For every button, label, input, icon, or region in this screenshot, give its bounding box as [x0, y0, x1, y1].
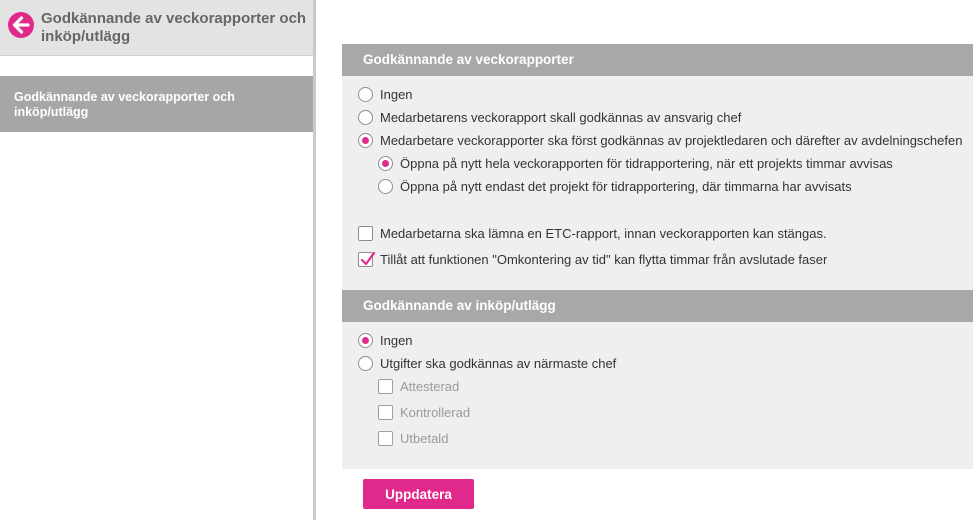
checkbox[interactable] — [378, 379, 393, 394]
update-button[interactable]: Uppdatera — [363, 479, 474, 509]
radio-label: Ingen — [380, 86, 413, 102]
radio-sub-option-reopen-project[interactable] — [378, 177, 852, 195]
checkbox-label: Attesterad — [400, 378, 460, 394]
radio-label: Utgifter ska godkännas av närmaste chef — [380, 355, 617, 371]
section-body-purchases — [342, 322, 973, 469]
checkbox[interactable] — [358, 252, 373, 267]
section-title: Godkännande av veckorapporter — [363, 52, 574, 67]
radio-option-manager[interactable] — [358, 108, 741, 126]
radio-option-nearest-manager[interactable] — [358, 354, 616, 372]
checkbox-label: Utbetald — [400, 430, 449, 446]
checkbox[interactable] — [378, 405, 393, 420]
checkbox-etc-report[interactable] — [358, 224, 827, 242]
sidebar-header — [0, 0, 313, 56]
sidebar-item-approvals[interactable]: Godkännande av veckorapporter och inköp/utlägg — [0, 76, 313, 132]
radio-option-project-leader[interactable] — [358, 131, 962, 149]
radio-button[interactable] — [358, 356, 373, 371]
checkbox-attested[interactable] — [378, 377, 459, 395]
radio-label: Öppna på nytt endast det projekt för tidrapportering, där timmarna har avvisats — [400, 178, 852, 194]
radio-button[interactable] — [358, 110, 373, 125]
checkbox-label: Kontrollerad — [400, 404, 471, 420]
back-button[interactable] — [8, 12, 34, 38]
radio-button[interactable] — [358, 333, 373, 348]
radio-option-none[interactable] — [358, 331, 413, 349]
section-body-weekly-reports — [342, 76, 973, 290]
radio-label: Öppna på nytt hela veckorapporten för tidrapportering, när ett projekts timmar avvisas — [400, 155, 893, 171]
radio-button[interactable] — [378, 156, 393, 171]
section-header-purchases — [342, 290, 973, 322]
main-content — [342, 44, 973, 469]
radio-label: Ingen — [380, 332, 413, 348]
radio-label: Medarbetarens veckorapport skall godkännas av ansvarig chef — [380, 109, 742, 125]
radio-sub-option-reopen-whole[interactable] — [378, 154, 893, 172]
checkbox-label: Tillåt att funktionen "Omkontering av tid" kan flytta timmar från avslutade faser — [380, 251, 828, 267]
radio-button[interactable] — [378, 179, 393, 194]
section-header-weekly-reports — [342, 44, 973, 76]
checkbox-paid-out[interactable] — [378, 429, 448, 447]
checkbox[interactable] — [378, 431, 393, 446]
arrow-left-icon — [12, 16, 30, 34]
radio-option-none[interactable] — [358, 85, 413, 103]
checkbox-rebooking[interactable] — [358, 250, 827, 268]
checkmark-icon — [359, 250, 376, 268]
checkbox-controlled[interactable] — [378, 403, 470, 421]
radio-button[interactable] — [358, 87, 373, 102]
checkbox[interactable] — [358, 226, 373, 241]
sidebar-title: Godkännande av veckorapporter och inköp/utlägg — [41, 10, 307, 45]
checkbox-label: Medarbetarna ska lämna en ETC-rapport, innan veckorapporten kan stängas. — [380, 225, 827, 241]
sidebar — [0, 0, 316, 520]
section-title: Godkännande av inköp/utlägg — [363, 298, 556, 313]
radio-label: Medarbetare veckorapporter ska först godkännas av projektledaren och därefter av avdelningschefen — [380, 132, 963, 148]
radio-button[interactable] — [358, 133, 373, 148]
